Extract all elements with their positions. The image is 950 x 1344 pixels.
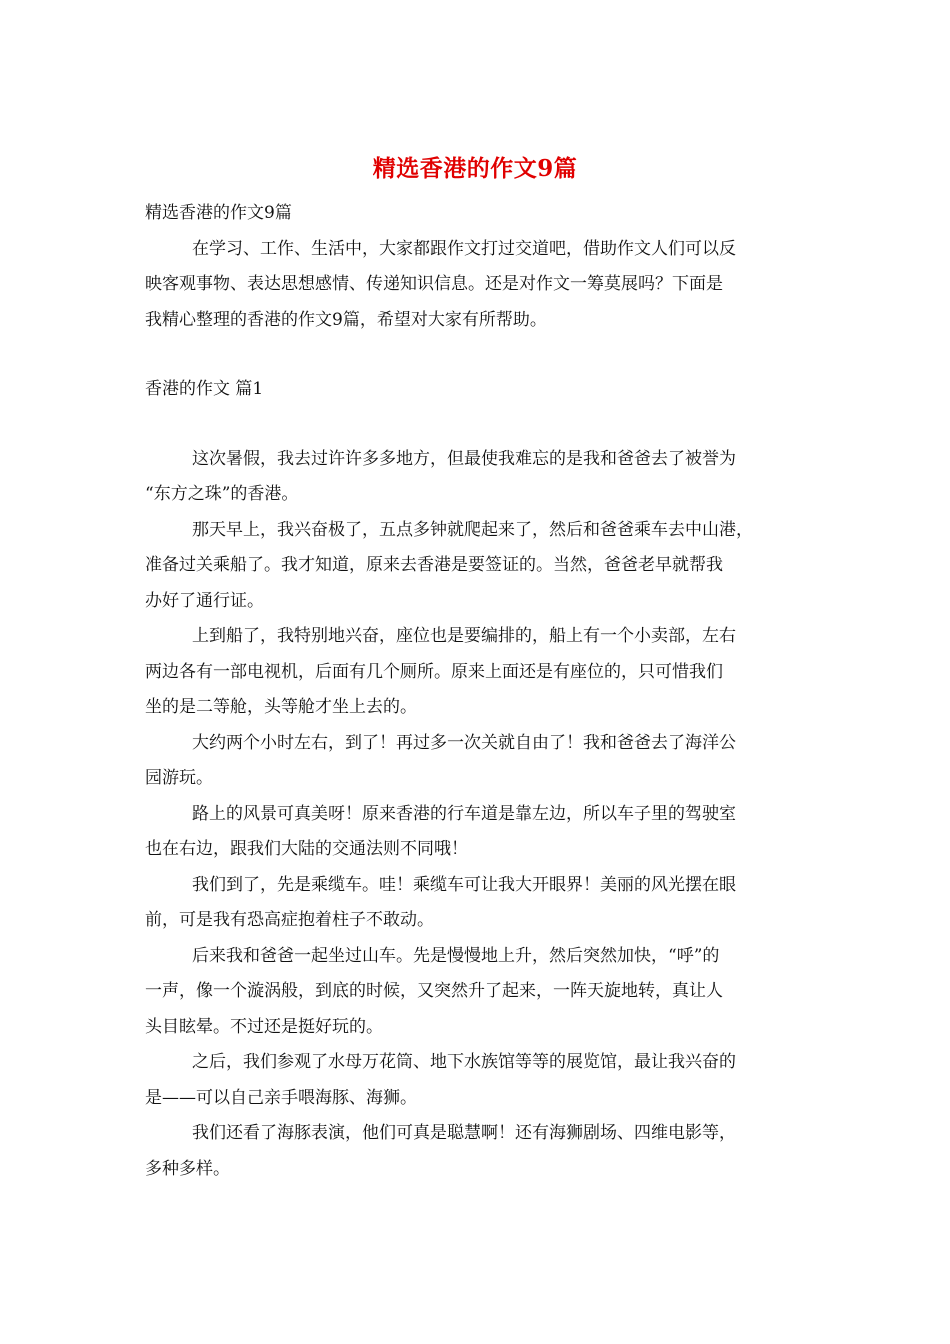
section-heading: 香港的作文 篇1 (145, 379, 264, 399)
paragraph (145, 619, 815, 726)
paragraph (145, 868, 815, 939)
text-line: 我们到了，先是乘缆车。哇！乘缆车可让我大开眼界！美丽的风光摆在眼 (192, 874, 736, 895)
text-line: 两边各有一部电视机，后面有几个厕所。原来上面还是有座位的，只可惜我们 (145, 661, 723, 682)
paragraph (145, 939, 815, 1046)
text-line: 在学习、工作、生活中，大家都跟作文打过交道吧，借助作文人们可以反 (192, 238, 736, 259)
paragraph (145, 513, 815, 620)
text-line: 上到船了，我特别地兴奋，座位也是要编排的，船上有一个小卖部，左右 (192, 626, 736, 646)
text-line: 也在右边，跟我们大陆的交通法则不同哦！ (145, 839, 468, 859)
text-line: 那天早上，我兴奋极了，五点多钟就爬起来了，然后和爸爸乘车去中山港， (192, 519, 753, 540)
text-line: 我精心整理的香港的作文9篇，希望对大家有所帮助。 (145, 309, 547, 330)
paragraph (145, 797, 815, 868)
text-line: 头目眩晕。不过还是挺好玩的。 (145, 1016, 383, 1037)
intro-paragraph (145, 232, 815, 339)
text-line: 一声，像一个漩涡般，到底的时候，又突然升了起来，一阵天旋地转，真让人 (145, 981, 723, 1001)
text-line: 映客观事物、表达思想感情、传递知识信息。还是对作文一筹莫展吗？下面是 (145, 274, 723, 294)
document-body (145, 196, 815, 1187)
paragraph (145, 726, 815, 797)
text-line: 坐的是二等舱，头等舱才坐上去的。 (145, 697, 417, 717)
text-line: 这次暑假，我去过许许多多地方，但最使我难忘的是我和爸爸去了被誉为 (192, 448, 736, 469)
text-line: 办好了通行证。 (145, 590, 264, 611)
spacer (145, 338, 815, 372)
text-line: 是——可以自己亲手喂海豚、海狮。 (145, 1087, 417, 1108)
paragraph (145, 1116, 815, 1187)
text-line: 我们还看了海豚表演，他们可真是聪慧啊！还有海狮剧场、四维电影等， (192, 1123, 736, 1143)
paragraph (145, 442, 815, 513)
text-line: 后来我和爸爸一起坐过山车。先是慢慢地上升，然后突然加快，“呼”的 (192, 945, 720, 966)
text-line: 路上的风景可真美呀！原来香港的行车道是靠左边，所以车子里的驾驶室 (192, 803, 736, 824)
text-line: 多种多样。 (145, 1158, 230, 1179)
spacer (145, 408, 815, 442)
text-line: 之后，我们参观了水母万花筒、地下水族馆等等的展览馆，最让我兴奋的 (192, 1052, 736, 1072)
text-line: 大约两个小时左右，到了！再过多一次关就自由了！我和爸爸去了海洋公 (192, 732, 736, 753)
text-line: 准备过关乘船了。我才知道，原来去香港是要签证的。当然，爸爸老早就帮我 (145, 555, 723, 575)
paragraph (145, 1045, 815, 1116)
document-subtitle: 精选香港的作文9篇 (145, 203, 292, 223)
text-line: 前，可是我有恐高症抱着柱子不敢动。 (145, 910, 434, 930)
text-line: 园游玩。 (145, 768, 213, 788)
document-title: 精选香港的作文9篇 (372, 155, 578, 182)
text-line: “东方之珠”的香港。 (145, 484, 299, 504)
